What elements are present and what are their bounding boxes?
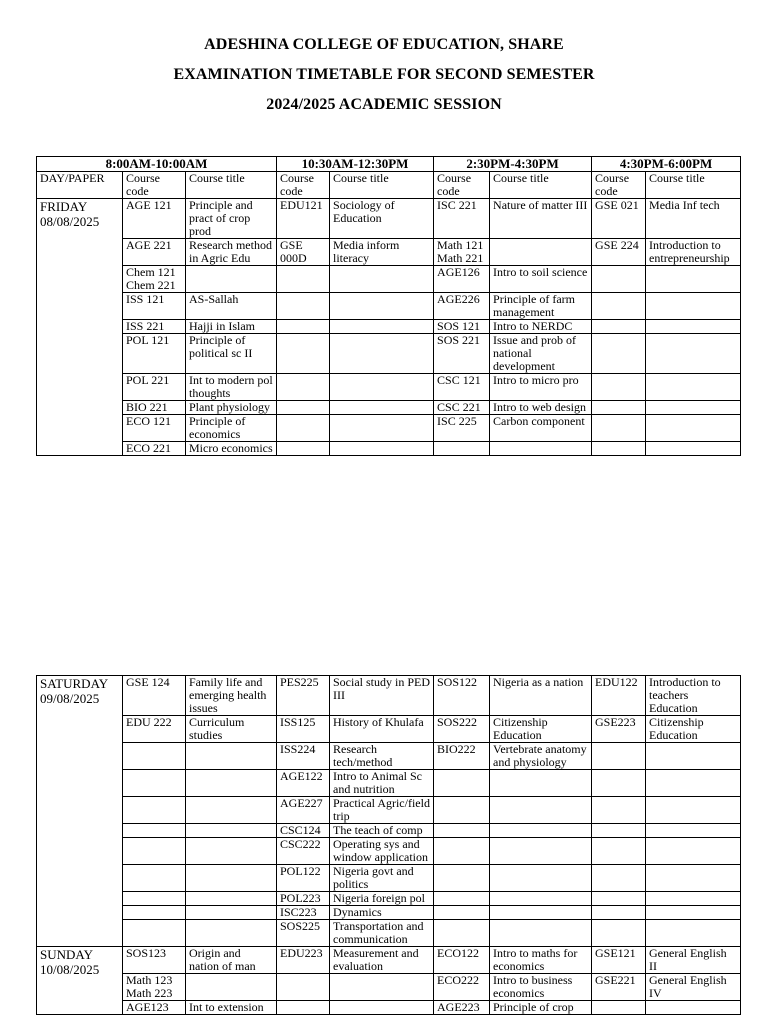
course-title-cell: General English IV — [646, 974, 741, 1001]
course-title-cell: Research method in Agric Edu — [186, 239, 277, 266]
course-title-cell: Curriculum studies — [186, 716, 277, 743]
course-code-cell — [123, 892, 186, 906]
course-title-cell — [186, 838, 277, 865]
course-title-cell — [646, 743, 741, 770]
course-title-cell — [186, 920, 277, 947]
course-code-cell: Math 123 Math 223 — [123, 974, 186, 1001]
course-code-cell — [592, 442, 646, 456]
day-name: FRIDAY — [40, 199, 88, 214]
course-title-cell: Int to modern pol thoughts — [186, 374, 277, 401]
day-cell — [37, 947, 123, 1015]
course-code-cell: ISC 221 — [434, 199, 490, 239]
time-slot: 2:30PM-4:30PM — [434, 157, 592, 172]
course-code-cell — [277, 442, 330, 456]
course-code-cell — [277, 320, 330, 334]
course-title-cell: Int to extension — [186, 1001, 277, 1015]
table-row — [37, 199, 741, 239]
course-title-cell: Social study in PED III — [330, 676, 434, 716]
course-title-cell — [186, 266, 277, 293]
course-title-cell — [646, 374, 741, 401]
course-title-cell: Introduction to teachers Education — [646, 676, 741, 716]
course-title-cell: AS-Sallah — [186, 293, 277, 320]
table-row — [37, 320, 741, 334]
course-title-cell: Intro to NERDC — [490, 320, 592, 334]
academic-session: 2024/2025 ACADEMIC SESSION — [266, 96, 502, 113]
table-row — [37, 401, 741, 415]
course-code-cell: GSE 021 — [592, 199, 646, 239]
course-code-header: Course code — [123, 172, 186, 199]
course-code-cell: AGE 121 — [123, 199, 186, 239]
course-code-cell — [123, 920, 186, 947]
course-title-cell — [490, 906, 592, 920]
table-row — [37, 415, 741, 442]
course-code-cell: EDU 222 — [123, 716, 186, 743]
course-title-header: Course title — [646, 172, 741, 199]
course-title-cell: Introduction to entrepreneurship — [646, 239, 741, 266]
day-cell — [37, 676, 123, 947]
course-code-cell: EDU122 — [592, 676, 646, 716]
course-code-cell — [434, 865, 490, 892]
course-title-cell: Transportation and communication — [330, 920, 434, 947]
course-title-cell — [490, 865, 592, 892]
course-code-cell: SOS222 — [434, 716, 490, 743]
course-code-cell — [592, 920, 646, 947]
table-row — [37, 716, 741, 743]
course-code-cell — [277, 374, 330, 401]
course-code-cell: EDU223 — [277, 947, 330, 974]
course-code-cell: SOS122 — [434, 676, 490, 716]
course-title-cell: Intro to soil science — [490, 266, 592, 293]
course-title-cell: Operating sys and window application — [330, 838, 434, 865]
course-code-cell: PES225 — [277, 676, 330, 716]
time-slot-header-row — [37, 157, 741, 172]
exam-date: 09/08/2025 — [40, 691, 100, 706]
course-code-cell: ISS125 — [277, 716, 330, 743]
course-code-cell: AGE123 — [123, 1001, 186, 1015]
course-code-cell: ISS 121 — [123, 293, 186, 320]
course-code-cell: GSE121 — [592, 947, 646, 974]
exam-date: 08/08/2025 — [40, 214, 100, 229]
course-title-cell — [330, 266, 434, 293]
table-row — [37, 865, 741, 892]
table-row — [37, 824, 741, 838]
course-code-cell — [592, 334, 646, 374]
course-code-cell: CSC 121 — [434, 374, 490, 401]
course-code-cell: AGE227 — [277, 797, 330, 824]
course-title-cell — [646, 865, 741, 892]
table-row — [37, 920, 741, 947]
course-title-cell — [186, 797, 277, 824]
course-code-cell: ECO222 — [434, 974, 490, 1001]
course-code-cell — [277, 266, 330, 293]
course-code-cell: GSE223 — [592, 716, 646, 743]
course-code-header: Course code — [592, 172, 646, 199]
course-code-cell — [592, 838, 646, 865]
course-title-cell: Intro to web design — [490, 401, 592, 415]
course-code-cell — [592, 743, 646, 770]
table-row — [37, 947, 741, 974]
course-code-cell: POL223 — [277, 892, 330, 906]
course-code-cell: AGE126 — [434, 266, 490, 293]
course-title-cell — [646, 293, 741, 320]
course-code-cell: ECO122 — [434, 947, 490, 974]
course-code-cell: EDU121 — [277, 199, 330, 239]
course-code-cell — [592, 824, 646, 838]
course-title-cell — [490, 892, 592, 906]
course-title-cell — [186, 865, 277, 892]
table-row — [37, 974, 741, 1001]
course-code-cell: CSC222 — [277, 838, 330, 865]
course-title-cell — [330, 334, 434, 374]
course-title-cell: The teach of comp — [330, 824, 434, 838]
course-title-cell — [490, 442, 592, 456]
course-code-cell — [592, 797, 646, 824]
course-code-cell — [123, 824, 186, 838]
course-title-cell: Principle of farm management — [490, 293, 592, 320]
table-row — [37, 239, 741, 266]
course-title-cell — [646, 838, 741, 865]
table-row — [37, 266, 741, 293]
course-title-cell: Citizenship Education — [646, 716, 741, 743]
course-title-cell: Vertebrate anatomy and physiology — [490, 743, 592, 770]
course-title-cell — [186, 770, 277, 797]
course-title-cell — [490, 239, 592, 266]
table-row — [37, 293, 741, 320]
course-code-cell: GSE 000D — [277, 239, 330, 266]
exam-date: 10/08/2025 — [40, 962, 100, 977]
course-title-cell: Measurement and evaluation — [330, 947, 434, 974]
course-code-cell: Math 121 Math 221 — [434, 239, 490, 266]
table-row — [37, 374, 741, 401]
course-title-cell — [646, 401, 741, 415]
course-code-cell: SOS 121 — [434, 320, 490, 334]
course-code-cell — [592, 865, 646, 892]
college-name: ADESHINA COLLEGE OF EDUCATION, SHARE — [204, 36, 564, 53]
course-code-cell — [123, 838, 186, 865]
course-title-cell — [330, 320, 434, 334]
course-title-cell — [490, 838, 592, 865]
course-title-cell: Nigeria as a nation — [490, 676, 592, 716]
course-title-cell: Dynamics — [330, 906, 434, 920]
course-code-cell: GSE221 — [592, 974, 646, 1001]
day-name: SATURDAY — [40, 676, 109, 691]
table-row — [37, 743, 741, 770]
table-row — [37, 838, 741, 865]
course-code-cell: Chem 121 Chem 221 — [123, 266, 186, 293]
course-code-cell — [277, 974, 330, 1001]
course-code-cell: BIO222 — [434, 743, 490, 770]
course-code-cell — [123, 770, 186, 797]
course-title-cell — [646, 334, 741, 374]
course-title-cell — [490, 920, 592, 947]
course-code-cell — [434, 906, 490, 920]
course-title-cell — [646, 442, 741, 456]
timetable-page-one — [36, 156, 741, 456]
timetable-title: EXAMINATION TIMETABLE FOR SECOND SEMESTER — [173, 66, 595, 83]
course-title-cell: Micro economics — [186, 442, 277, 456]
course-title-cell: Practical Agric/field trip — [330, 797, 434, 824]
course-title-cell: Principle of crop — [490, 1001, 592, 1015]
course-code-header: Course code — [434, 172, 490, 199]
course-code-cell: POL 221 — [123, 374, 186, 401]
course-title-cell — [646, 906, 741, 920]
course-title-cell: Principle and pract of crop prod — [186, 199, 277, 239]
course-title-cell — [330, 974, 434, 1001]
course-code-cell — [434, 797, 490, 824]
course-code-cell — [592, 1001, 646, 1015]
course-title-cell — [490, 770, 592, 797]
course-title-cell: History of Khulafa — [330, 716, 434, 743]
course-title-header: Course title — [330, 172, 434, 199]
course-code-cell: AGE226 — [434, 293, 490, 320]
course-code-cell — [592, 320, 646, 334]
course-title-cell: Nigeria foreign pol — [330, 892, 434, 906]
course-title-cell: Citizenship Education — [490, 716, 592, 743]
course-code-cell: SOS225 — [277, 920, 330, 947]
course-code-cell: AGE 221 — [123, 239, 186, 266]
course-code-cell: SOS 221 — [434, 334, 490, 374]
course-title-cell — [490, 824, 592, 838]
table-row — [37, 906, 741, 920]
time-slot: 10:30AM-12:30PM — [277, 157, 434, 172]
table-row — [37, 1001, 741, 1015]
course-code-cell — [434, 442, 490, 456]
course-code-cell — [434, 892, 490, 906]
course-title-cell — [646, 797, 741, 824]
course-title-cell: Family life and emerging health issues — [186, 676, 277, 716]
course-title-cell — [330, 442, 434, 456]
course-code-cell — [277, 401, 330, 415]
course-title-cell: Nature of matter III — [490, 199, 592, 239]
course-code-cell: ISC 225 — [434, 415, 490, 442]
course-title-cell — [330, 374, 434, 401]
course-title-cell — [646, 320, 741, 334]
course-code-header: Course code — [277, 172, 330, 199]
course-code-cell — [434, 824, 490, 838]
course-title-cell: Research tech/method — [330, 743, 434, 770]
course-code-cell: ECO 221 — [123, 442, 186, 456]
course-title-cell: Hajji in Islam — [186, 320, 277, 334]
course-title-cell: Media Inf tech — [646, 199, 741, 239]
course-code-cell — [277, 293, 330, 320]
course-title-header: Course title — [186, 172, 277, 199]
course-title-cell: Nigeria govt and politics — [330, 865, 434, 892]
day-cell — [37, 199, 123, 456]
timetable-page-two — [36, 675, 741, 1015]
course-title-cell — [646, 1001, 741, 1015]
course-title-cell — [186, 974, 277, 1001]
course-title-cell: Principle of political sc II — [186, 334, 277, 374]
course-code-cell: CSC 221 — [434, 401, 490, 415]
table-row — [37, 676, 741, 716]
column-header-row — [37, 172, 741, 199]
time-slot: 8:00AM-10:00AM — [37, 157, 277, 172]
course-title-cell: General English II — [646, 947, 741, 974]
course-code-cell — [123, 797, 186, 824]
course-title-header: Course title — [490, 172, 592, 199]
course-title-cell — [646, 415, 741, 442]
course-code-cell: GSE 124 — [123, 676, 186, 716]
course-title-cell: Intro to micro pro — [490, 374, 592, 401]
course-code-cell: AGE223 — [434, 1001, 490, 1015]
course-code-cell — [592, 415, 646, 442]
course-title-cell — [186, 743, 277, 770]
course-title-cell: Principle of economics — [186, 415, 277, 442]
course-code-cell — [592, 770, 646, 797]
course-code-cell: ISC223 — [277, 906, 330, 920]
course-code-cell — [592, 906, 646, 920]
timetable-body — [37, 676, 741, 1015]
course-title-cell — [646, 920, 741, 947]
time-slot: 4:30PM-6:00PM — [592, 157, 741, 172]
table-row — [37, 892, 741, 906]
course-code-cell: GSE 224 — [592, 239, 646, 266]
course-code-cell — [592, 374, 646, 401]
course-title-cell — [646, 824, 741, 838]
course-code-cell: SOS123 — [123, 947, 186, 974]
day-name: SUNDAY — [40, 947, 93, 962]
course-title-cell — [186, 892, 277, 906]
table-row — [37, 797, 741, 824]
course-code-cell: ISS 221 — [123, 320, 186, 334]
course-code-cell — [123, 743, 186, 770]
course-title-cell — [330, 415, 434, 442]
course-code-cell — [123, 906, 186, 920]
course-code-cell — [592, 401, 646, 415]
course-code-cell — [277, 415, 330, 442]
day-paper-header: DAY/PAPER — [37, 172, 123, 199]
course-title-cell: Carbon component — [490, 415, 592, 442]
course-title-cell: Sociology of Education — [330, 199, 434, 239]
table-row — [37, 770, 741, 797]
course-code-cell — [592, 266, 646, 293]
course-title-cell — [330, 1001, 434, 1015]
course-code-cell — [434, 920, 490, 947]
course-title-cell — [646, 266, 741, 293]
course-title-cell: Intro to maths for economics — [490, 947, 592, 974]
course-code-cell: ECO 121 — [123, 415, 186, 442]
course-title-cell: Issue and prob of national development — [490, 334, 592, 374]
course-title-cell — [330, 293, 434, 320]
course-title-cell: Origin and nation of man — [186, 947, 277, 974]
course-code-cell: POL122 — [277, 865, 330, 892]
course-title-cell: Intro to Animal Sc and nutrition — [330, 770, 434, 797]
course-title-cell — [490, 797, 592, 824]
course-code-cell — [123, 865, 186, 892]
course-title-cell — [186, 824, 277, 838]
timetable-body — [37, 199, 741, 456]
course-title-cell — [186, 906, 277, 920]
course-title-cell — [646, 892, 741, 906]
course-code-cell — [277, 334, 330, 374]
course-code-cell — [592, 892, 646, 906]
course-code-cell: CSC124 — [277, 824, 330, 838]
course-title-cell: Intro to business economics — [490, 974, 592, 1001]
course-code-cell — [592, 293, 646, 320]
course-title-cell — [646, 770, 741, 797]
course-code-cell: ISS224 — [277, 743, 330, 770]
course-code-cell — [277, 1001, 330, 1015]
course-code-cell: BIO 221 — [123, 401, 186, 415]
table-row — [37, 442, 741, 456]
table-row — [37, 334, 741, 374]
course-title-cell — [330, 401, 434, 415]
course-title-cell: Plant physiology — [186, 401, 277, 415]
course-code-cell — [434, 838, 490, 865]
course-title-cell: Media inform literacy — [330, 239, 434, 266]
course-code-cell: AGE122 — [277, 770, 330, 797]
course-code-cell — [434, 770, 490, 797]
course-code-cell: POL 121 — [123, 334, 186, 374]
